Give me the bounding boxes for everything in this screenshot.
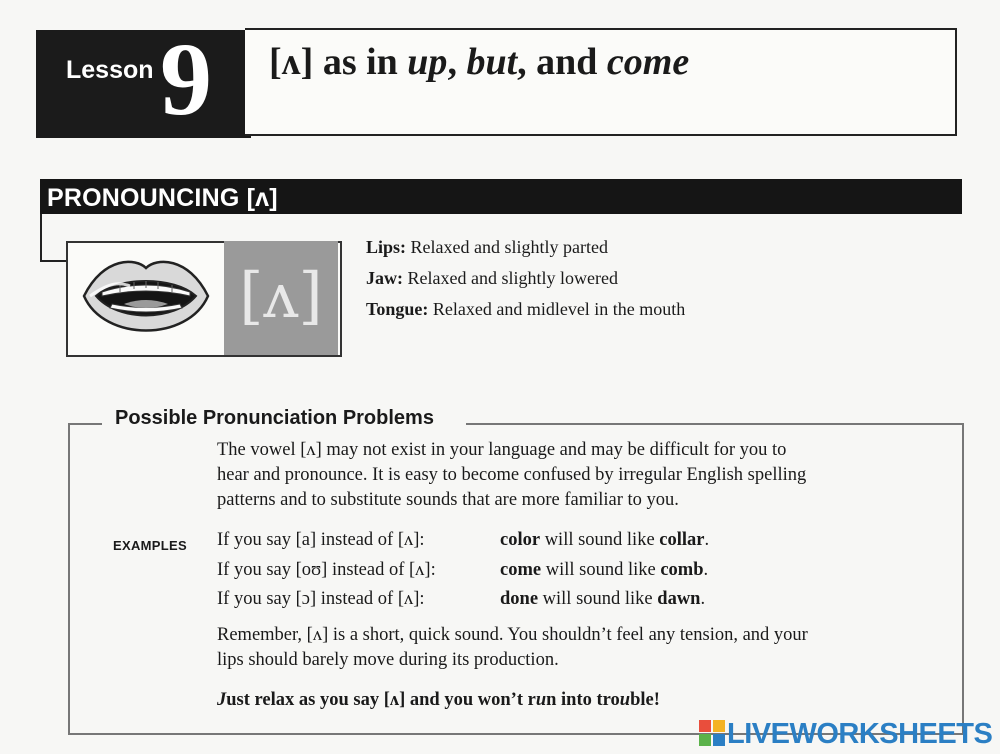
phoneme-symbol: [ʌ] — [239, 259, 323, 332]
liveworksheets-logo-icon — [699, 720, 725, 746]
section-header — [40, 179, 962, 214]
problems-box-border — [466, 423, 962, 425]
examples-label: EXAMPLES — [113, 538, 187, 553]
problems-box-border — [68, 423, 102, 425]
remember-paragraph: Remember, [ʌ] is a short, quick sound. You shouldn’t feel any tension, and your lips should barely move during its production. — [217, 625, 808, 670]
articulation-lips: Lips: Relaxed and slightly parted — [366, 237, 608, 257]
section-connector — [40, 260, 68, 262]
lesson-title: [ʌ] as in up, but, and come — [269, 41, 690, 83]
example-condition: If you say [a] instead of [ʌ]: — [217, 530, 425, 550]
section-connector — [40, 214, 42, 262]
lesson-title-box — [245, 28, 957, 136]
articulation-jaw: Jaw: Relaxed and slightly lowered — [366, 268, 618, 288]
section-title: PRONOUNCING [ʌ] — [47, 184, 278, 212]
liveworksheets-watermark: LIVEWORKSHEETS — [699, 718, 992, 751]
final-tip: Just relax as you say [ʌ] and you won’t run into trouble! — [217, 690, 660, 710]
problems-title: Possible Pronunciation Problems — [111, 407, 438, 430]
example-result: done will sound like dawn. — [500, 589, 706, 609]
lesson-number: 9 — [160, 22, 212, 137]
example-condition: If you say [ɔ] instead of [ʌ]: — [217, 589, 425, 609]
example-condition: If you say [oʊ] instead of [ʌ]: — [217, 560, 436, 580]
mouth-icon — [80, 252, 212, 344]
phoneme-symbol-box — [224, 241, 338, 355]
problems-intro: The vowel [ʌ] may not exist in your language and may be difficult for you to hear and pronounce. It is easy to become confused by irregular English spelling patterns and to substitute sounds that are more familiar to you. — [217, 440, 807, 510]
lesson-label: Lesson — [66, 56, 154, 84]
example-result: come will sound like comb. — [500, 560, 709, 580]
lesson-badge — [36, 22, 251, 138]
example-result: color will sound like collar. — [500, 530, 710, 550]
articulation-tongue: Tongue: Relaxed and midlevel in the mouth — [366, 299, 686, 319]
